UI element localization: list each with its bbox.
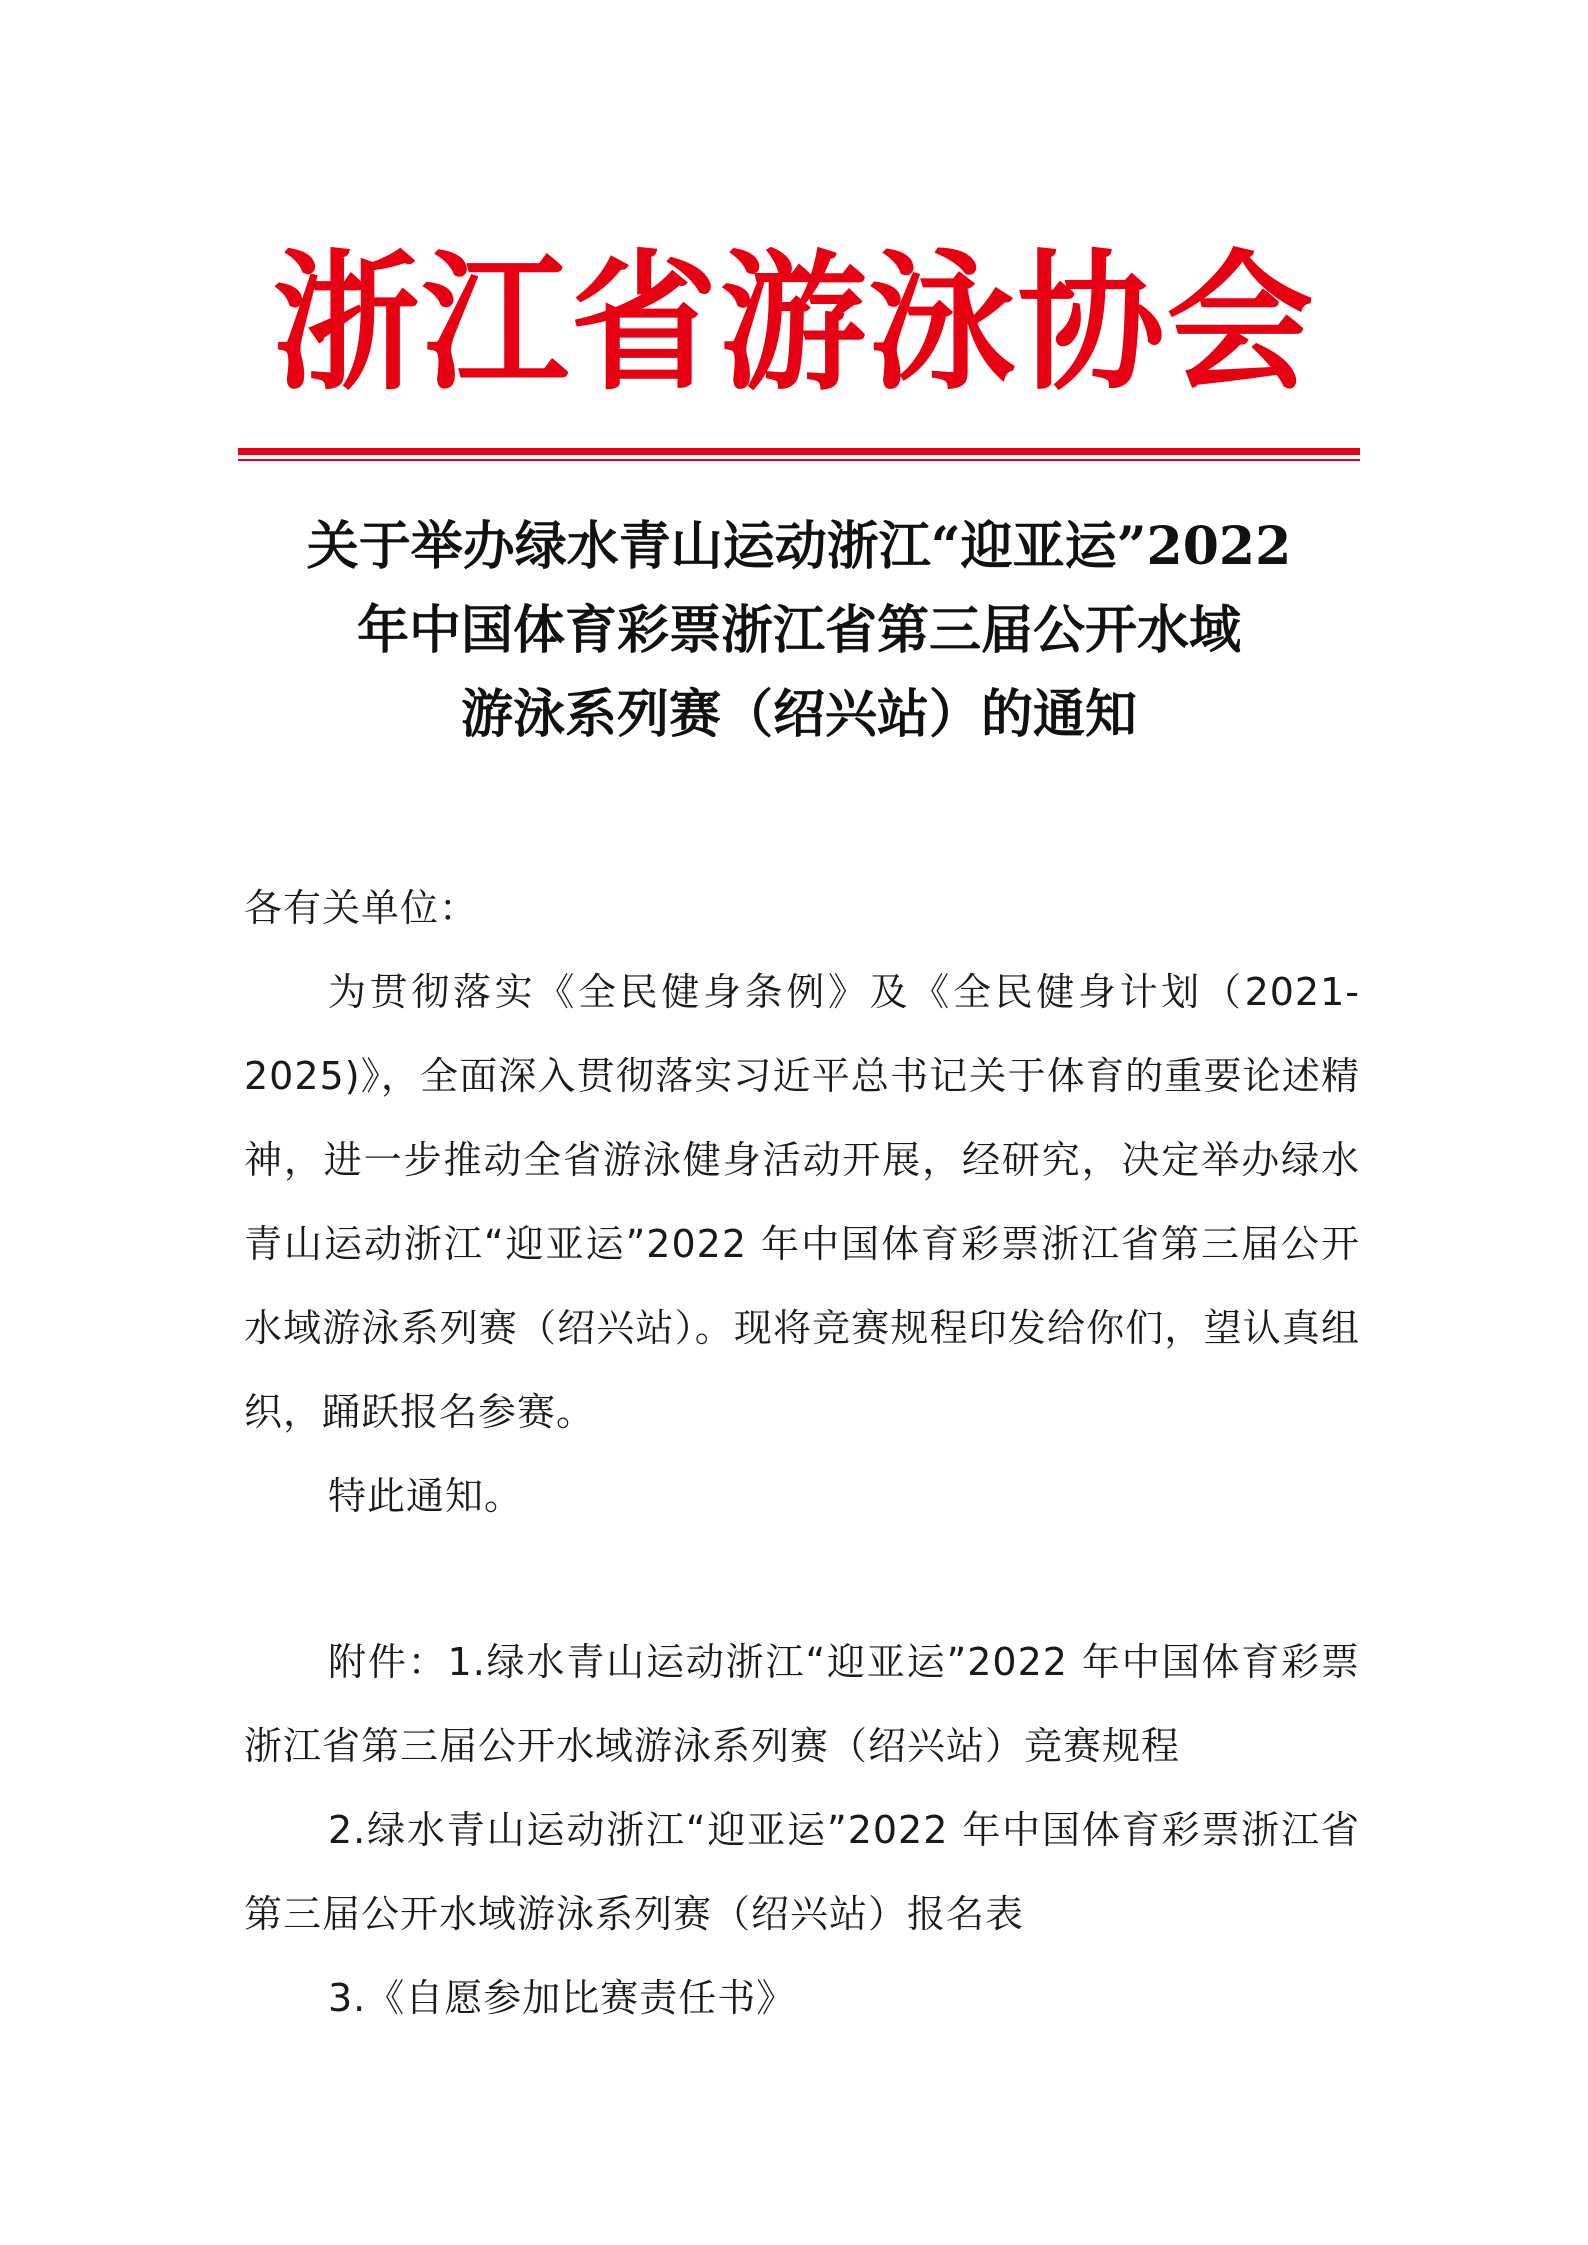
attachment-item-1: 附件：1.绿水青山运动浙江“迎亚运”2022 年中国体育彩票浙江省第三届公开水域游泳系列赛（绍兴站）竞赛规程 [244,1640,1360,1768]
document-title [238,505,1360,757]
title-line-1: 关于举办绿水青山运动浙江“迎亚运”2022 [306,516,1292,577]
salutation: 各有关单位： [244,886,479,930]
masthead-red-rule-thin [238,459,1360,461]
title-line-2: 年中国体育彩票浙江省第三届公开水域 [356,600,1241,661]
attachment-item-3: 3.《自愿参加比赛责任书》 [328,1976,796,2020]
masthead-red-rule-thick [238,448,1360,455]
body-paragraph: 为贯彻落实《全民健身条例》及《全民健身计划（2021-2025)》，全面深入贯彻落实习近平总书记关于体育的重要论述精神，进一步推动全省游泳健身活动开展，经研究，决定举办绿水青山运动浙江“迎亚运”2022 年中国体育彩票浙江省第三届公开水域游泳系列赛（绍兴站）。现将竞赛规程印发给你们，望认真组织，踊跃报名参赛。 [244,970,1360,1434]
masthead-organization-name: 浙江省游泳协会 [272,235,1316,411]
closing-notice: 特此通知。 [328,1474,524,1518]
title-line-3: 游泳系列赛（绍兴站）的通知 [460,684,1137,745]
attachment-item-2: 2.绿水青山运动浙江“迎亚运”2022 年中国体育彩票浙江省第三届公开水域游泳系列赛（绍兴站）报名表 [244,1808,1360,1936]
